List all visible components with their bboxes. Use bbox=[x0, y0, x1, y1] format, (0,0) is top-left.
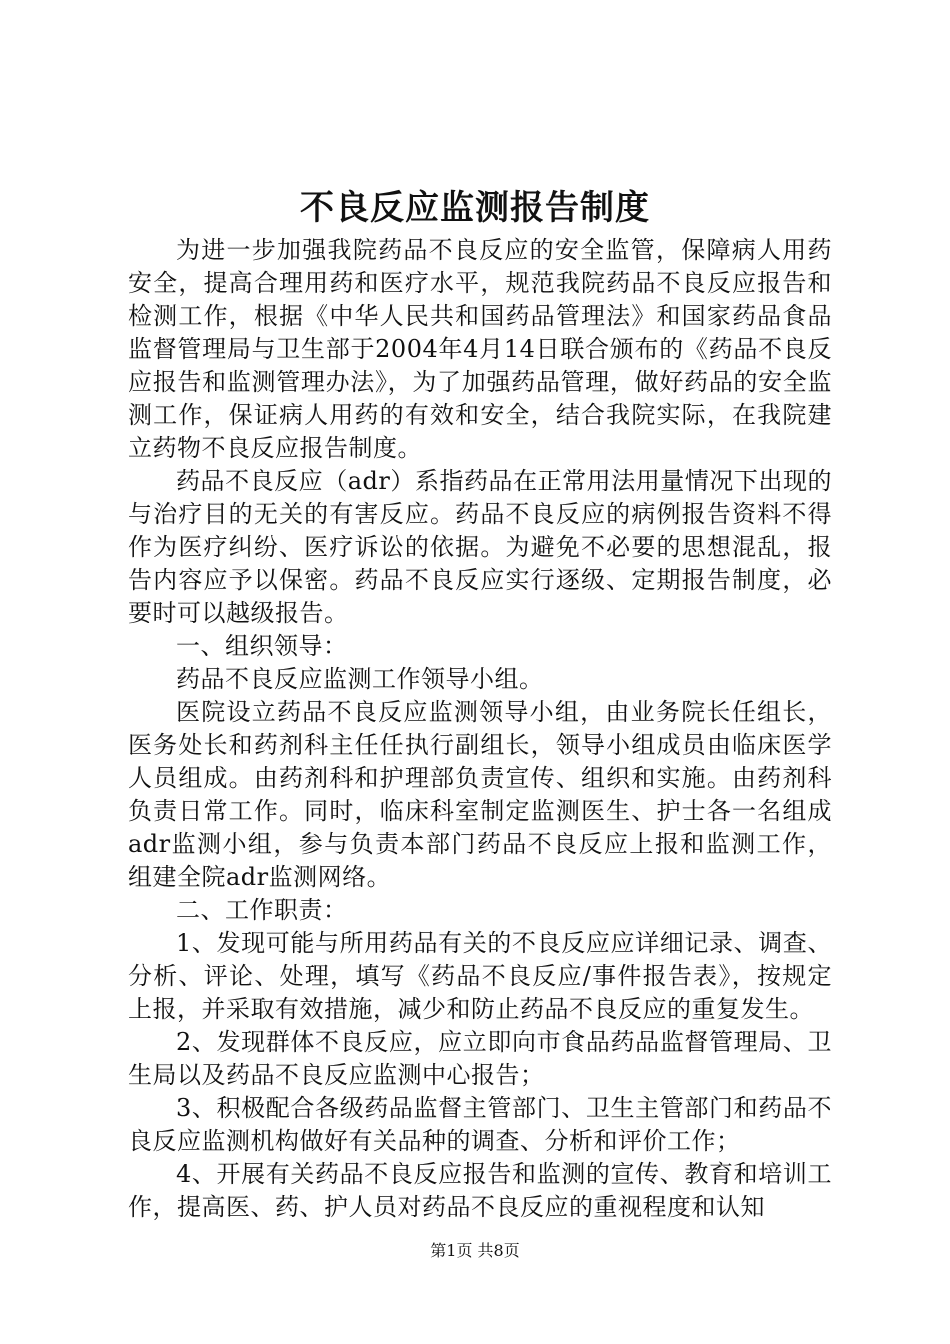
duty-item-1: 1、发现可能与所用药品有关的不良反应应详细记录、调查、分析、评论、处理，填写《药品不良反应/事件报告表》，按规定上报，并采取有效措施，减少和防止药品不良反应的重复发生。 bbox=[128, 929, 832, 1023]
page-number-footer: 第1页 共8页 bbox=[430, 1241, 520, 1260]
paragraph-adr-definition: 药品不良反应（adr）系指药品在正常用法用量情况下出现的与治疗目的无关的有害反应。药品不良反应的病例报告资料不得作为医疗纠纷、医疗诉讼的依据。为避免不必要的思想混乱，报告内容应予以保密。药品不良反应实行逐级、定期报告制度，必要时可以越级报告。 bbox=[128, 467, 832, 627]
section-heading-organization: 一、组织领导： bbox=[176, 632, 348, 660]
paragraph-intro: 为进一步加强我院药品不良反应的安全监管，保障病人用药安全，提高合理用药和医疗水平，规范我院药品不良反应报告和检测工作，根据《中华人民共和国药品管理法》和国家药品食品监督管理局与卫生部于2004年4月14日联合颁布的《药品不良反应报告和监测管理办法》，为了加强药品管理，做好药品的安全监测工作，保证病人用药的有效和安全，结合我院实际，在我院建立药物不良反应报告制度。 bbox=[128, 236, 832, 462]
paragraph-leadership-group: 药品不良反应监测工作领导小组。 bbox=[176, 665, 544, 693]
duty-item-2: 2、发现群体不良反应，应立即向市食品药品监督管理局、卫生局以及药品不良反应监测中心报告； bbox=[128, 1028, 832, 1089]
paragraph-group-setup: 医院设立药品不良反应监测领导小组，由业务院长任组长，医务处长和药剂科主任任执行副组长，领导小组成员由临床医学人员组成。由药剂科和护理部负责宣传、组织和实施。由药剂科负责日常工作。同时，临床科室制定监测医生、护士各一名组成adr监测小组，参与负责本部门药品不良反应上报和监测工作，组建全院adr监测网络。 bbox=[128, 698, 832, 891]
section-heading-duties: 二、工作职责： bbox=[176, 896, 348, 924]
duty-item-4: 4、开展有关药品不良反应报告和监测的宣传、教育和培训工作，提高医、药、护人员对药品不良反应的重视程度和认知 bbox=[128, 1160, 832, 1221]
document-body bbox=[128, 234, 832, 1224]
document-title: 不良反应监测报告制度 bbox=[300, 188, 650, 228]
duty-item-3: 3、积极配合各级药品监督主管部门、卫生主管部门和药品不良反应监测机构做好有关品种的调查、分析和评价工作； bbox=[128, 1094, 832, 1155]
